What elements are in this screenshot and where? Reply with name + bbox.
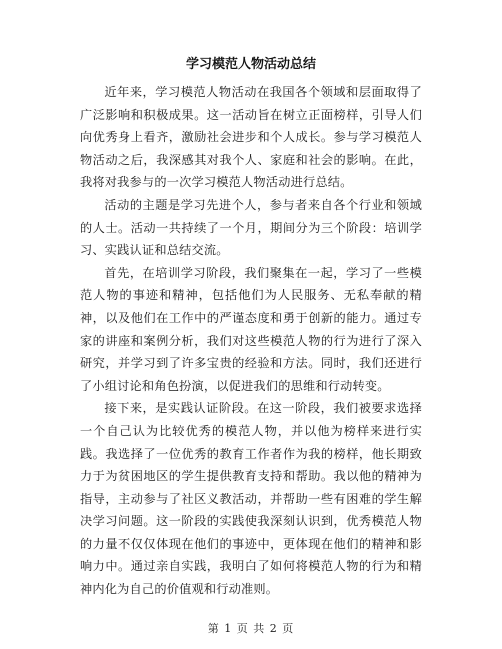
paragraph-theme: 活动的主题是学习先进个人，参与者来自各个行业和领域的人士。活动一共持续了一个月，期间分为三个阶段：培训学习、实践认证和总结交流。 (80, 197, 422, 258)
paragraph-training: 首先，在培训学习阶段，我们聚集在一起，学习了一些模范人物的事迹和精神，包括他们为人民服务、无私奉献的精神，以及他们在工作中的严谨态度和勇于创新的能力。通过专家的讲座和案例分析，我们对这些模范人物的行为进行了深入研究，并学习到了许多宝贵的经验和方法。同时，我们还进行了小组讨论和角色扮演，以促进我们的思维和行动转变。 (80, 265, 422, 393)
document-title: 学习模范人物活动总结 (185, 57, 316, 72)
page-number-footer: 第 1 页 共 2 页 (207, 622, 295, 635)
paragraph-intro: 近年来，学习模范人物活动在我国各个领域和层面取得了广泛影响和积极成果。这一活动旨在树立正面榜样，引导人们向优秀身上看齐，激励社会进步和个人成长。参与学习模范人物活动之后，我深感其对我个人、家庭和社会的影响。在此，我将对我参与的一次学习模范人物活动进行总结。 (80, 85, 422, 190)
document-body (80, 81, 422, 601)
paragraph-practice: 接下来，是实践认证阶段。在这一阶段，我们被要求选择一个自己认为比较优秀的模范人物，并以他为榜样来进行实践。我选择了一位优秀的教育工作者作为我的榜样，他长期致力于为贫困地区的学生提供教育支持和帮助。我以他的精神为指导，主动参与了社区义教活动，并帮助一些有困难的学生解决学习问题。这一阶段的实践使我深刻认识到，优秀模范人物的力量不仅仅体现在他们的事迹中，更体现在他们的精神和影响力中。通过亲自实践，我明白了如何将模范人物的行为和精神内化为自己的价值观和行动准则。 (80, 401, 422, 597)
